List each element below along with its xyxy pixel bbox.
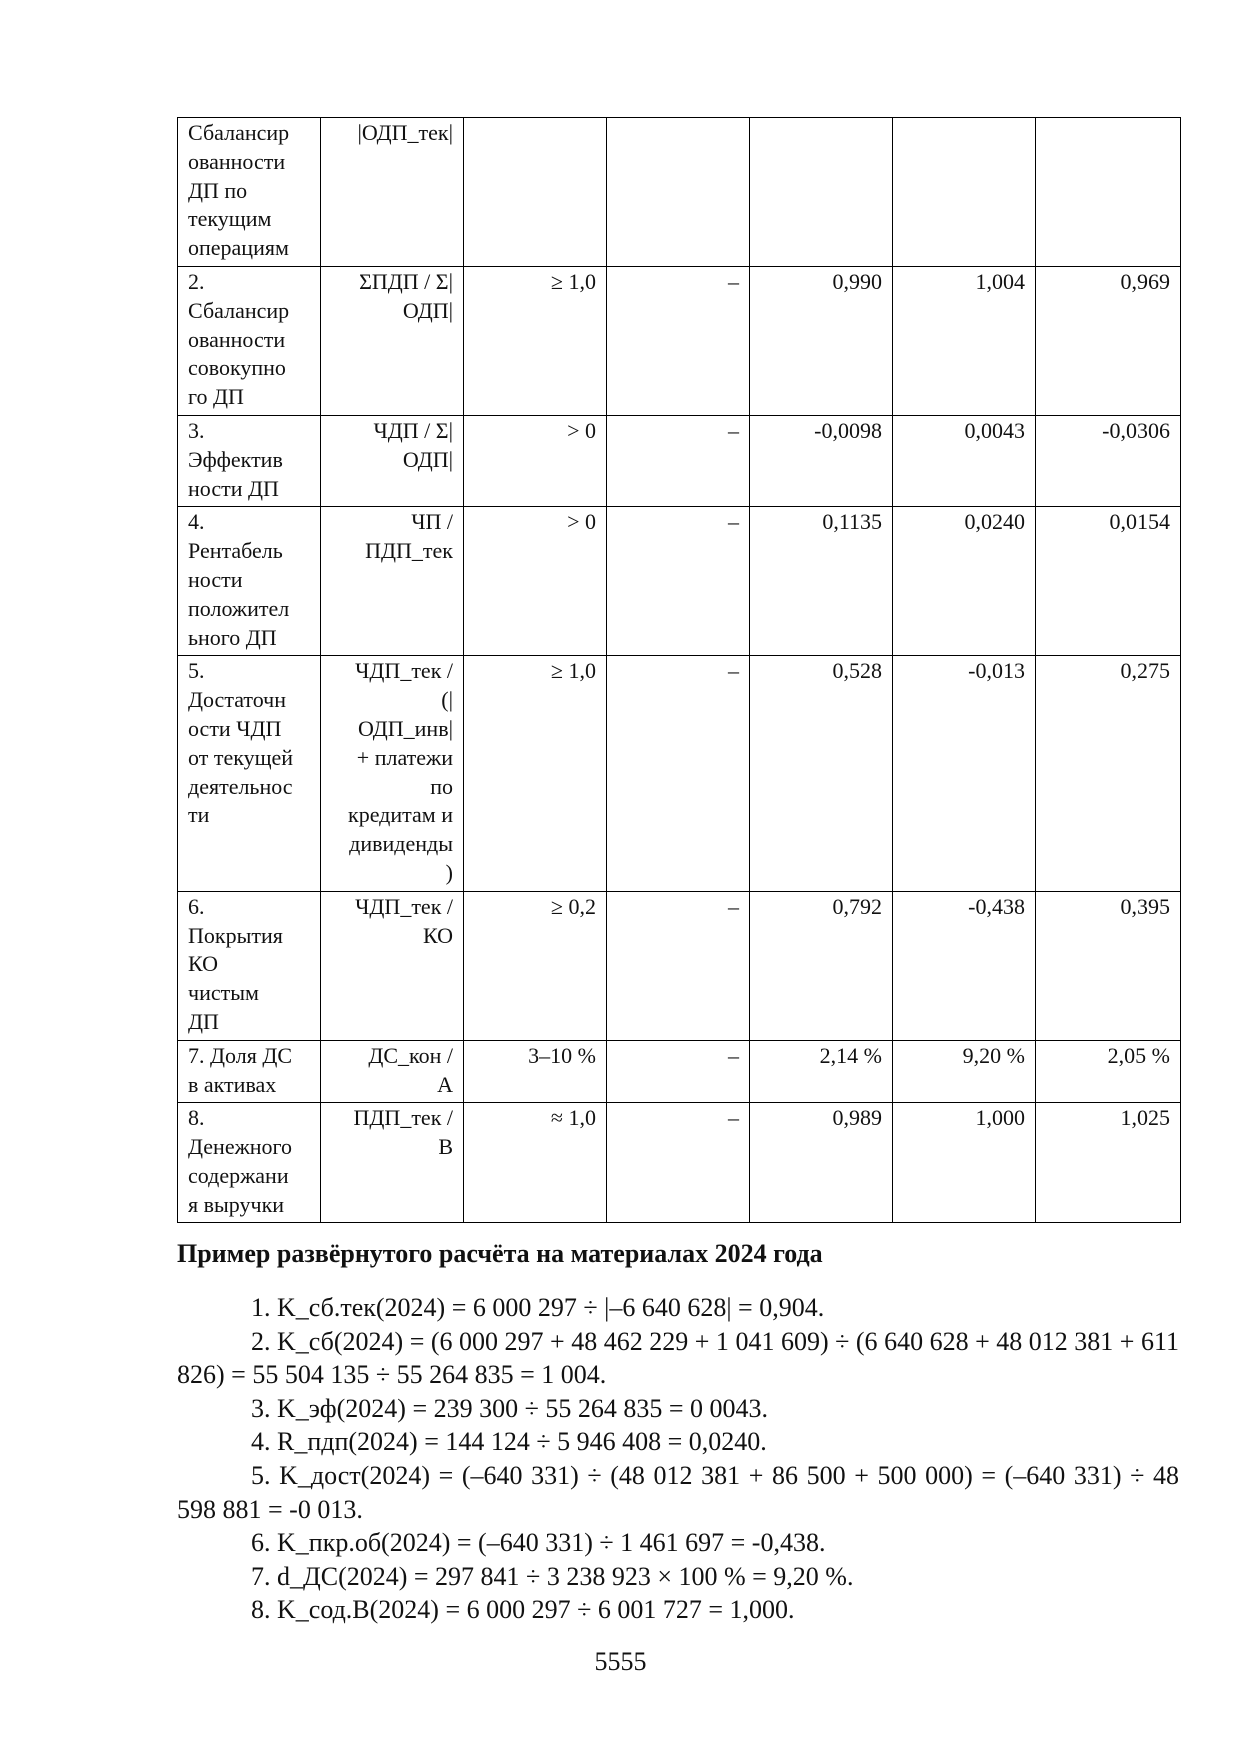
value-col-1: – bbox=[607, 415, 750, 506]
value-col-1: – bbox=[607, 1103, 750, 1223]
calculation-list bbox=[177, 1291, 1179, 1627]
indicator-name: 7. Доля ДС в активах bbox=[178, 1040, 321, 1103]
value-col-3: 0,0240 bbox=[893, 507, 1036, 656]
indicator-name: Сбалансир ованности ДП по текущим операциям bbox=[178, 118, 321, 267]
indicator-norm: ≥ 1,0 bbox=[464, 656, 607, 891]
value-col-3: 1,004 bbox=[893, 266, 1036, 415]
value-col-3 bbox=[893, 118, 1036, 267]
value-col-1: – bbox=[607, 1040, 750, 1103]
table-row bbox=[178, 891, 1181, 1040]
indicator-name: 2. Сбалансир ованности совокупно го ДП bbox=[178, 266, 321, 415]
table-row bbox=[178, 266, 1181, 415]
calculation-line: 8. K_сод.B(2024) = 6 000 297 ÷ 6 001 727 = 1,000. bbox=[251, 1595, 795, 1625]
table-row bbox=[178, 507, 1181, 656]
indicator-formula: ЧП / ПДП_тек bbox=[321, 507, 464, 656]
value-col-3: 1,000 bbox=[893, 1103, 1036, 1223]
section-heading: Пример развёрнутого расчёта на материалах 2024 года bbox=[177, 1239, 823, 1268]
indicator-formula: |ОДП_тек| bbox=[321, 118, 464, 267]
indicator-norm: ≥ 0,2 bbox=[464, 891, 607, 1040]
indicator-name: 6. Покрытия КО чистым ДП bbox=[178, 891, 321, 1040]
value-col-4: 0,275 bbox=[1036, 656, 1181, 891]
value-col-1: – bbox=[607, 891, 750, 1040]
indicator-norm: ≈ 1,0 bbox=[464, 1103, 607, 1223]
calculation-line: 3. K_эф(2024) = 239 300 ÷ 55 264 835 = 0 0043. bbox=[251, 1393, 769, 1423]
indicator-formula: ДС_кон / А bbox=[321, 1040, 464, 1103]
value-col-3: -0,013 bbox=[893, 656, 1036, 891]
calculation-line: 4. R_пдп(2024) = 144 124 ÷ 5 946 408 = 0,0240. bbox=[251, 1427, 767, 1457]
value-col-4: -0,0306 bbox=[1036, 415, 1181, 506]
indicator-norm: ≥ 1,0 bbox=[464, 266, 607, 415]
indicator-name: 8. Денежного содержани я выручки bbox=[178, 1103, 321, 1223]
indicator-norm: > 0 bbox=[464, 415, 607, 506]
value-col-2: 0,989 bbox=[750, 1103, 893, 1223]
indicator-name: 3. Эффектив ности ДП bbox=[178, 415, 321, 506]
table-row bbox=[178, 656, 1181, 891]
table-row bbox=[178, 118, 1181, 267]
value-col-2: 2,14 % bbox=[750, 1040, 893, 1103]
page-number: 5555 bbox=[594, 1647, 647, 1676]
value-col-3: 9,20 % bbox=[893, 1040, 1036, 1103]
value-col-3: -0,438 bbox=[893, 891, 1036, 1040]
indicator-norm bbox=[464, 118, 607, 267]
value-col-4 bbox=[1036, 118, 1181, 267]
indicator-norm: 3–10 % bbox=[464, 1040, 607, 1103]
ratios-table bbox=[177, 117, 1181, 1223]
indicator-formula: ЧДП_тек / (| ОДП_инв| + платежи по кредитам и дивиденды ) bbox=[321, 656, 464, 891]
calculation-line: 5. K_дост(2024) = (–640 331) ÷ (48 012 381 + 86 500 + 500 000) = (–640 331) ÷ 48 598 881 = -0 013. bbox=[177, 1460, 1179, 1524]
calculation-line: 7. d_ДС(2024) = 297 841 ÷ 3 238 923 × 100 % = 9,20 %. bbox=[251, 1561, 854, 1591]
table-row bbox=[178, 1103, 1181, 1223]
value-col-4: 0,969 bbox=[1036, 266, 1181, 415]
value-col-2 bbox=[750, 118, 893, 267]
indicator-formula: ΣПДП / Σ| ОДП| bbox=[321, 266, 464, 415]
indicator-formula: ЧДП / Σ| ОДП| bbox=[321, 415, 464, 506]
value-col-4: 0,0154 bbox=[1036, 507, 1181, 656]
value-col-1: – bbox=[607, 507, 750, 656]
indicator-name: 5. Достаточн ости ЧДП от текущей деятельнос ти bbox=[178, 656, 321, 891]
indicator-name: 4. Рентабель ности положител ьного ДП bbox=[178, 507, 321, 656]
value-col-1: – bbox=[607, 656, 750, 891]
value-col-4: 2,05 % bbox=[1036, 1040, 1181, 1103]
calculation-line: 1. K_сб.тек(2024) = 6 000 297 ÷ |–6 640 628| = 0,904. bbox=[251, 1293, 825, 1322]
indicator-formula: ПДП_тек / В bbox=[321, 1103, 464, 1223]
value-col-4: 0,395 bbox=[1036, 891, 1181, 1040]
calculation-line: 2. K_сб(2024) = (6 000 297 + 48 462 229 + 1 041 609) ÷ (6 640 628 + 48 012 381 + 611 826) = 55 504 135 ÷ 55 264 835 = 1 004. bbox=[177, 1326, 1179, 1390]
value-col-1 bbox=[607, 118, 750, 267]
table-row bbox=[178, 415, 1181, 506]
table-row bbox=[178, 1040, 1181, 1103]
value-col-1: – bbox=[607, 266, 750, 415]
indicator-formula: ЧДП_тек / КО bbox=[321, 891, 464, 1040]
calculation-line: 6. K_пкр.об(2024) = (–640 331) ÷ 1 461 697 = -0,438. bbox=[251, 1528, 826, 1558]
value-col-2: 0,1135 bbox=[750, 507, 893, 656]
ratios-table-body bbox=[178, 118, 1181, 1223]
value-col-4: 1,025 bbox=[1036, 1103, 1181, 1223]
value-col-2: -0,0098 bbox=[750, 415, 893, 506]
value-col-2: 0,792 bbox=[750, 891, 893, 1040]
value-col-3: 0,0043 bbox=[893, 415, 1036, 506]
value-col-2: 0,528 bbox=[750, 656, 893, 891]
indicator-norm: > 0 bbox=[464, 507, 607, 656]
value-col-2: 0,990 bbox=[750, 266, 893, 415]
